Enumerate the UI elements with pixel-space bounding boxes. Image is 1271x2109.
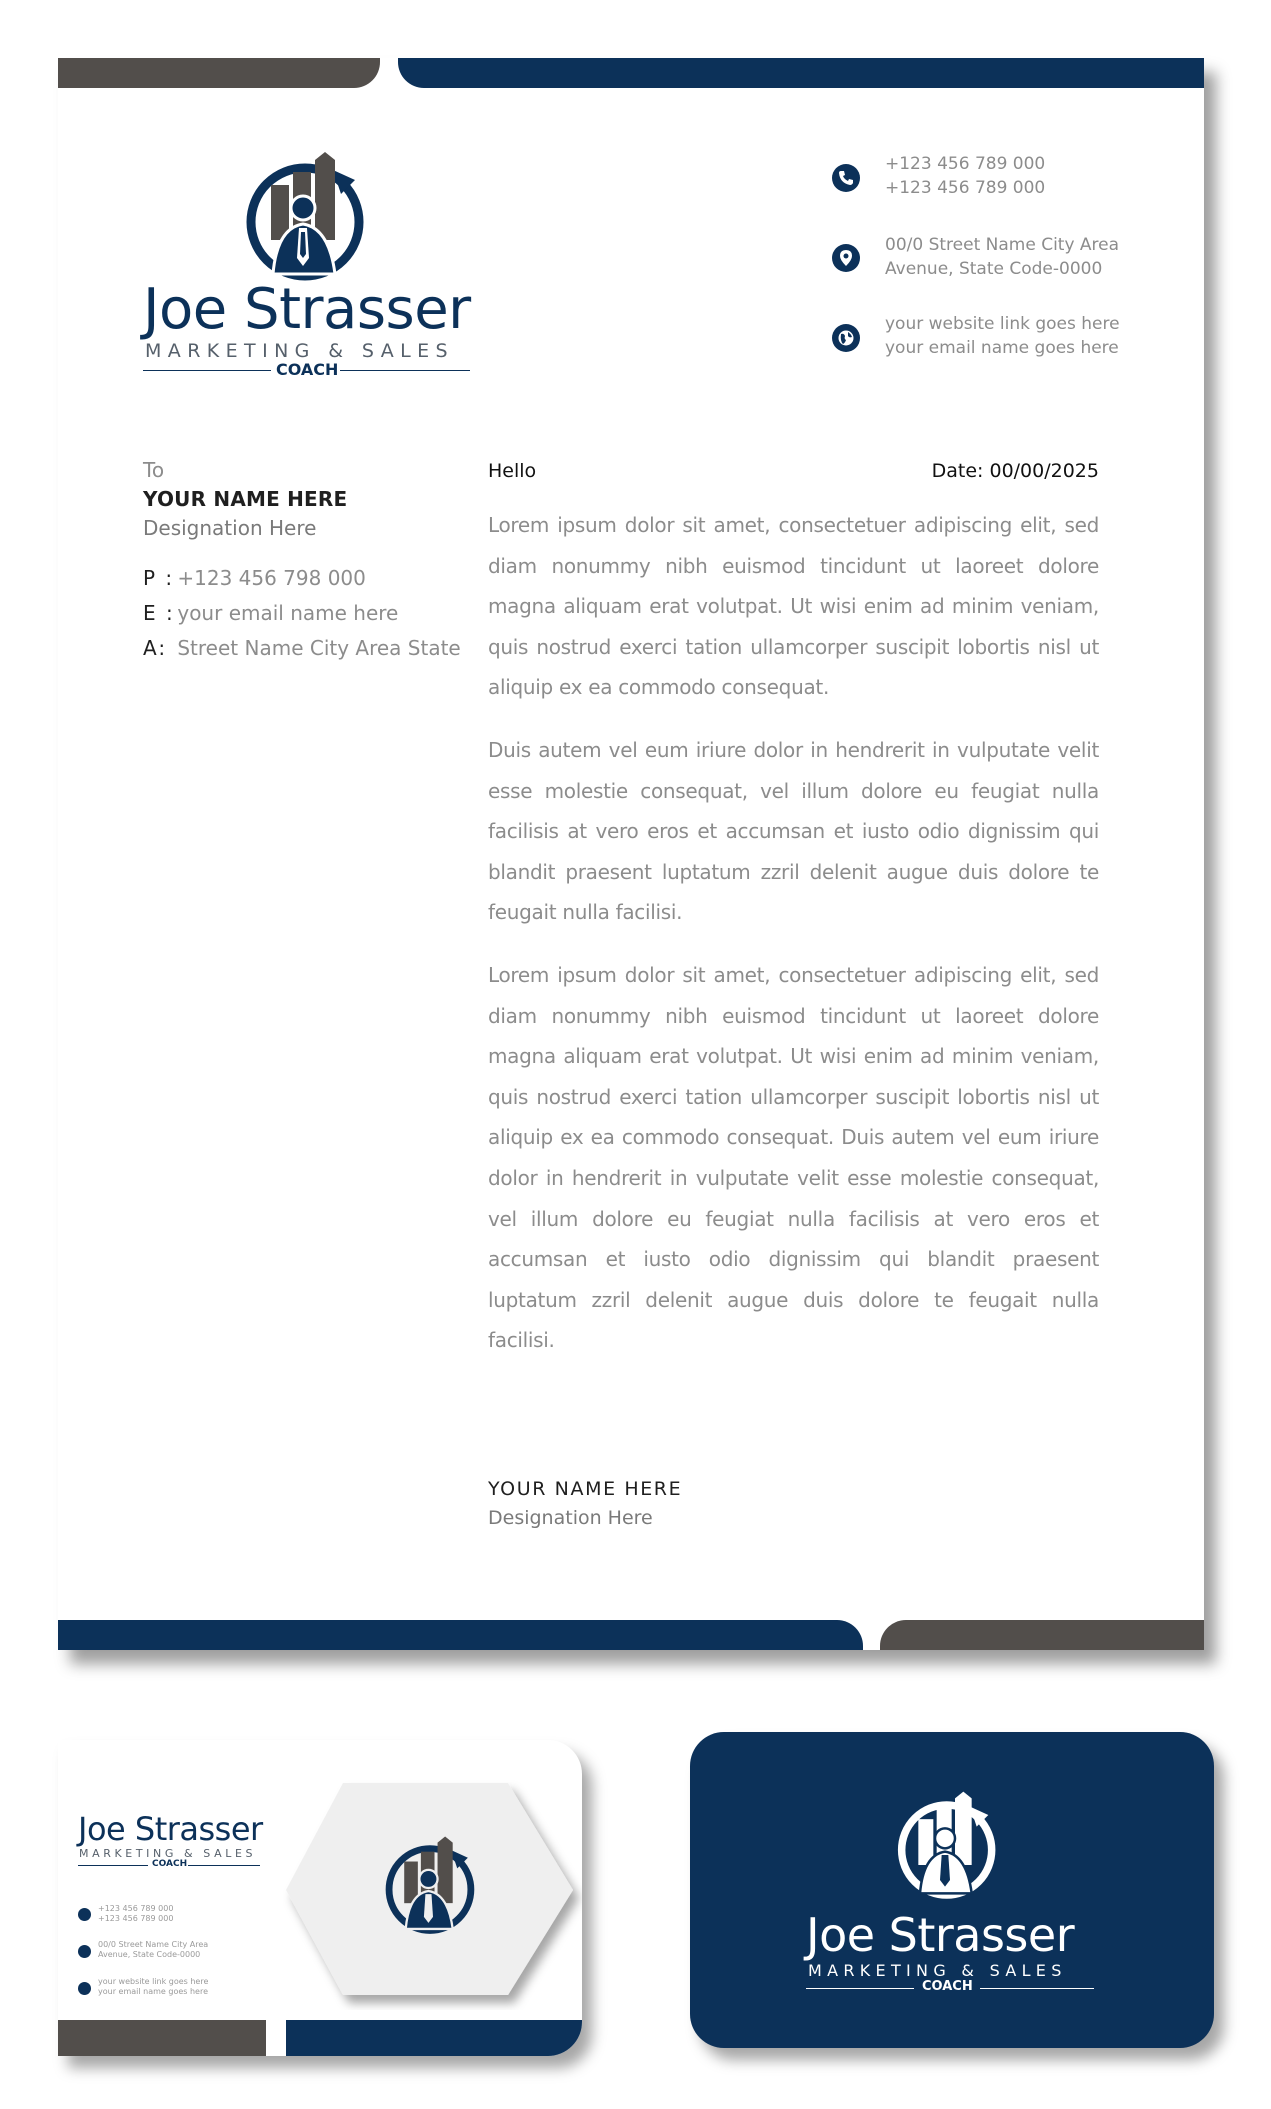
- card-back-rule-left: [806, 1988, 914, 1989]
- card-logo-mark-icon: [383, 1835, 483, 1935]
- card-back-tagline: MARKETING & SALES: [808, 1961, 1067, 1980]
- card-location-icon: [78, 1945, 91, 1958]
- card-back-coach: COACH: [922, 1979, 973, 1994]
- letter-paragraph-1: Lorem ipsum dolor sit amet, consectetuer adipiscing elit, sed diam nonummy nibh euismod tincidunt ut laoreet dolore magna aliquam erat volutpat. Ut wisi enim ad minim veniam, quis nostrud exerci tation ullamcorper suscipit lobortis nisl ut aliquip ex ea commodo consequat.: [488, 513, 1099, 700]
- contact-email: your email name goes here: [885, 338, 1119, 358]
- to-label: To: [143, 458, 165, 482]
- card-back-logo-mark-icon: [895, 1790, 1005, 1900]
- card-phone-2: +123 456 789 000: [98, 1914, 174, 1923]
- logo-wordmark: Joe Strasser: [143, 277, 471, 342]
- signature-designation: Designation Here: [488, 1507, 653, 1529]
- card-logo-tagline: MARKETING & SALES: [79, 1847, 257, 1860]
- card-globe-icon: [78, 1982, 91, 1995]
- recipient-phone-row: [143, 566, 366, 590]
- card-logo-wordmark: Joe Strasser: [78, 1810, 263, 1848]
- email-key: E :: [143, 601, 175, 625]
- card-phone-icon: [78, 1908, 91, 1921]
- phone-key: P :: [143, 566, 175, 590]
- card-back-rule-right: [980, 1988, 1094, 1989]
- card-address-1: 00/0 Street Name City Area: [98, 1940, 209, 1949]
- recipient-address-row: [143, 636, 461, 660]
- recipient-address: Street Name City Area State: [177, 636, 461, 660]
- top-navy-bar: [398, 58, 1204, 88]
- card-logo-rule-right: [188, 1865, 260, 1866]
- recipient-designation: Designation Here: [143, 516, 317, 540]
- recipient-name: YOUR NAME HERE: [143, 487, 348, 511]
- logo-mark-icon: [243, 150, 375, 282]
- globe-icon: [832, 324, 860, 352]
- card-navy-bar: [286, 2020, 582, 2056]
- contact-website: your website link goes here: [885, 314, 1120, 334]
- recipient-email: your email name here: [177, 601, 399, 625]
- letter-paragraph-3: Lorem ipsum dolor sit amet, consectetuer adipiscing elit, sed diam nonummy nibh euismod tincidunt ut laoreet dolore magna aliquam erat volutpat. Ut wisi enim ad minim veniam, quis nostrud exerci tation ullamcorper suscipit lobortis nisl ut aliquip ex ea commodo consequat. Duis autem vel eum iriure dolor in hendrerit in vulputate velit esse molestie consequat, vel illum dolore eu feugiat nulla facilisis at vero eros et accumsan et iusto odio dignissim qui blandit praesent luptatum zzril delenit augue duis dolore te feugait nulla facilisi.: [488, 963, 1099, 1353]
- contact-address-1: 00/0 Street Name City Area: [885, 235, 1120, 255]
- business-card-front: [58, 1740, 582, 2056]
- address-key: A:: [143, 636, 168, 660]
- signature-name: YOUR NAME HERE: [488, 1478, 683, 1500]
- card-website: your website link goes here: [98, 1977, 209, 1986]
- logo-rule-right: [340, 370, 470, 371]
- logo-rule-left: [143, 370, 271, 371]
- contact-phone-1: +123 456 789 000: [885, 154, 1046, 174]
- location-pin-icon: [832, 244, 860, 272]
- contact-phone-2: +123 456 789 000: [885, 178, 1046, 198]
- card-logo-coach: COACH: [152, 1859, 188, 1869]
- recipient-email-row: [143, 601, 398, 625]
- bottom-navy-bar: [58, 1620, 863, 1650]
- letter-greeting: Hello: [488, 460, 537, 482]
- contact-address-2: Avenue, State Code-0000: [885, 259, 1103, 279]
- card-address-2: Avenue, State Code-0000: [98, 1950, 201, 1959]
- card-email: your email name goes here: [98, 1987, 208, 1996]
- card-logo-rule-left: [78, 1865, 148, 1866]
- recipient-phone: +123 456 798 000: [177, 566, 366, 590]
- card-back-wordmark: Joe Strasser: [806, 1908, 1075, 1962]
- letter-paragraph-2: Duis autem vel eum iriure dolor in hendrerit in vulputate velit esse molestie consequat, vel illum dolore eu feugiat nulla facilisis at vero eros et accumsan et iusto odio dignissim qui blandit praesent luptatum zzril delenit augue duis dolore te feugait nulla facilisi.: [488, 738, 1099, 925]
- card-phone-1: +123 456 789 000: [98, 1904, 174, 1913]
- letter-date: Date: 00/00/2025: [931, 460, 1099, 482]
- logo-tagline: MARKETING & SALES: [145, 340, 454, 362]
- business-card-back: [690, 1732, 1214, 2048]
- bottom-charcoal-bar: [880, 1620, 1204, 1650]
- phone-icon: [832, 164, 860, 192]
- logo-coach: COACH: [276, 360, 339, 379]
- card-charcoal-bar: [58, 2020, 266, 2056]
- top-charcoal-bar: [58, 58, 380, 88]
- letterhead-sheet: [58, 58, 1204, 1650]
